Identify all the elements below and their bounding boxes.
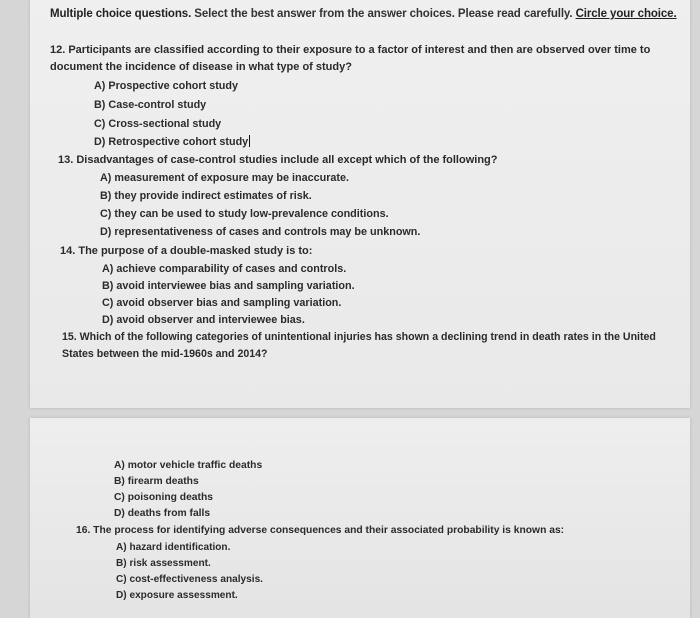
- text-cursor: [249, 135, 250, 147]
- q16-option-c[interactable]: C) cost-effectiveness analysis.: [116, 574, 263, 585]
- q14-option-a[interactable]: A) achieve comparability of cases and controls.: [102, 263, 347, 275]
- document-page-1: [30, 0, 690, 408]
- option-text: D) Retrospective cohort study: [94, 136, 249, 148]
- q14-option-d[interactable]: D) avoid observer and interviewee bias.: [102, 314, 305, 326]
- instructions-emphasis: Circle your choice.: [575, 8, 677, 20]
- question-14: 14. The purpose of a double-masked study is to:: [60, 245, 313, 257]
- q15-option-a[interactable]: A) motor vehicle traffic deaths: [114, 460, 263, 471]
- instructions-lead: Multiple choice questions.: [50, 8, 192, 20]
- instructions-body: Select the best answer from the answer choices. Please read carefully.: [191, 8, 576, 20]
- question-text: 12. Participants are classified according to their exposure to a factor of interest and then are observed over time to: [50, 44, 651, 56]
- question-continuation: document the incidence of disease in what type of study?: [50, 61, 352, 73]
- question-text: 15. Which of the following categories of unintentional injuries has shown a declining trend in death rates in the United: [62, 331, 656, 343]
- q16-option-a[interactable]: A) hazard identification.: [116, 542, 231, 553]
- question-15: [62, 329, 656, 363]
- q12-option-c[interactable]: C) Cross-sectional study: [94, 118, 222, 130]
- q13-option-b[interactable]: B) they provide indirect estimates of risk.: [100, 190, 312, 202]
- q15-option-b[interactable]: B) firearm deaths: [114, 476, 199, 487]
- document-page-2: [30, 418, 690, 618]
- q13-option-c[interactable]: C) they can be used to study low-prevalence conditions.: [100, 208, 389, 220]
- instructions-header: [50, 8, 677, 20]
- question-12: [50, 42, 650, 76]
- question-16: 16. The process for identifying adverse consequences and their associated probability is known as:: [76, 525, 565, 536]
- q13-option-a[interactable]: A) measurement of exposure may be inaccurate.: [100, 172, 350, 184]
- q15-option-d[interactable]: D) deaths from falls: [114, 508, 211, 519]
- q12-option-a[interactable]: A) Prospective cohort study: [94, 80, 238, 92]
- q16-option-d[interactable]: D) exposure assessment.: [116, 590, 238, 601]
- question-13: 13. Disadvantages of case-control studies include all except which of the following?: [58, 154, 498, 166]
- q12-option-d[interactable]: [94, 135, 250, 150]
- q14-option-c[interactable]: C) avoid observer bias and sampling variation.: [102, 297, 342, 309]
- q15-option-c[interactable]: C) poisoning deaths: [114, 492, 213, 503]
- q12-option-b[interactable]: B) Case-control study: [94, 99, 207, 111]
- q13-option-d[interactable]: D) representativeness of cases and controls may be unknown.: [100, 226, 421, 238]
- q14-option-b[interactable]: B) avoid interviewee bias and sampling variation.: [102, 280, 355, 292]
- q16-option-b[interactable]: B) risk assessment.: [116, 558, 211, 569]
- question-continuation: States between the mid-1960s and 2014?: [62, 348, 268, 360]
